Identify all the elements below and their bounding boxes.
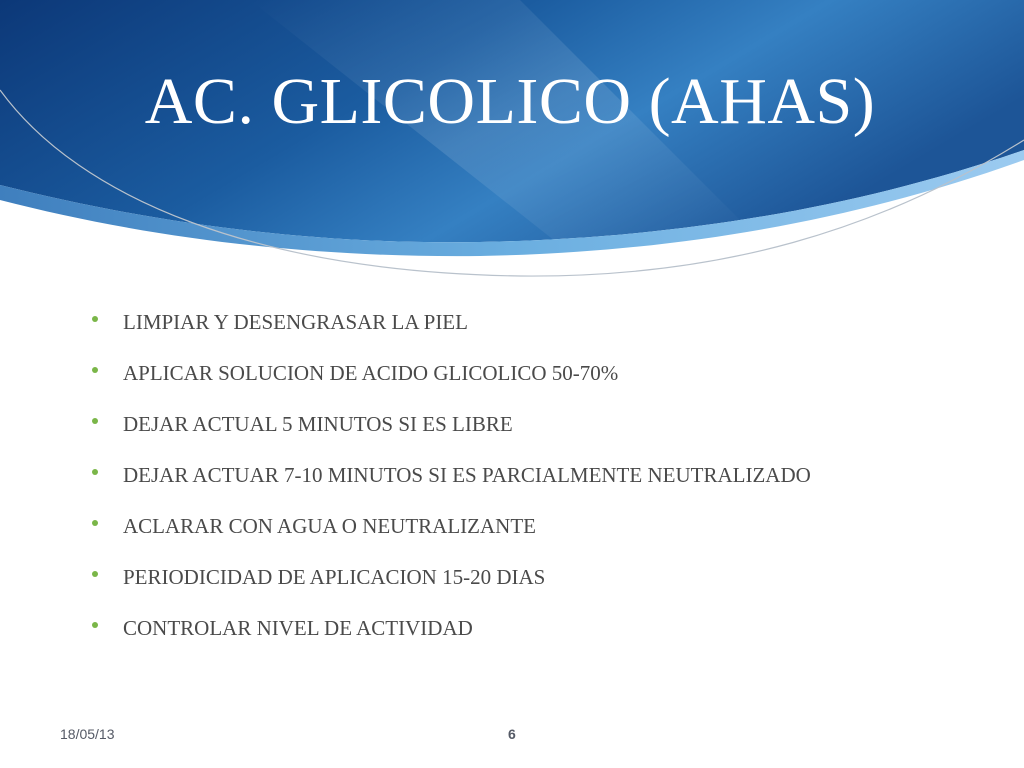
footer-date: 18/05/13: [60, 726, 115, 742]
bullet-text: LIMPIAR Y DESENGRASAR LA PIEL: [123, 310, 468, 334]
bullet-item: [92, 310, 812, 334]
bullet-marker-icon: [92, 622, 98, 628]
bullet-item: [92, 616, 812, 640]
bullet-item: [92, 361, 812, 385]
bullet-text: PERIODICIDAD DE APLICACION 15-20 DIAS: [123, 565, 546, 589]
bullet-marker-icon: [92, 571, 98, 577]
bullet-marker-icon: [92, 316, 98, 322]
bullet-item: [92, 514, 812, 538]
bullet-marker-icon: [92, 367, 98, 373]
bullet-text: DEJAR ACTUAL 5 MINUTOS SI ES LIBRE: [123, 412, 513, 436]
bullet-text: APLICAR SOLUCION DE ACIDO GLICOLICO 50-70%: [123, 361, 619, 385]
bullet-text: CONTROLAR NIVEL DE ACTIVIDAD: [123, 616, 473, 640]
title-banner: [0, 0, 1024, 300]
slide-title: AC. GLICOLICO (AHAS): [144, 65, 876, 138]
bullet-text: ACLARAR CON AGUA O NEUTRALIZANTE: [123, 514, 536, 538]
bullet-text: DEJAR ACTUAR 7-10 MINUTOS SI ES PARCIALMENTE NEUTRALIZADO: [123, 463, 811, 487]
bullet-item: [92, 565, 812, 589]
page-number: 6: [508, 726, 516, 742]
bullet-item: [92, 412, 812, 436]
bullet-item: [92, 463, 812, 487]
bullet-marker-icon: [92, 469, 98, 475]
bullet-marker-icon: [92, 520, 98, 526]
bullet-list: [92, 310, 812, 667]
bullet-marker-icon: [92, 418, 98, 424]
